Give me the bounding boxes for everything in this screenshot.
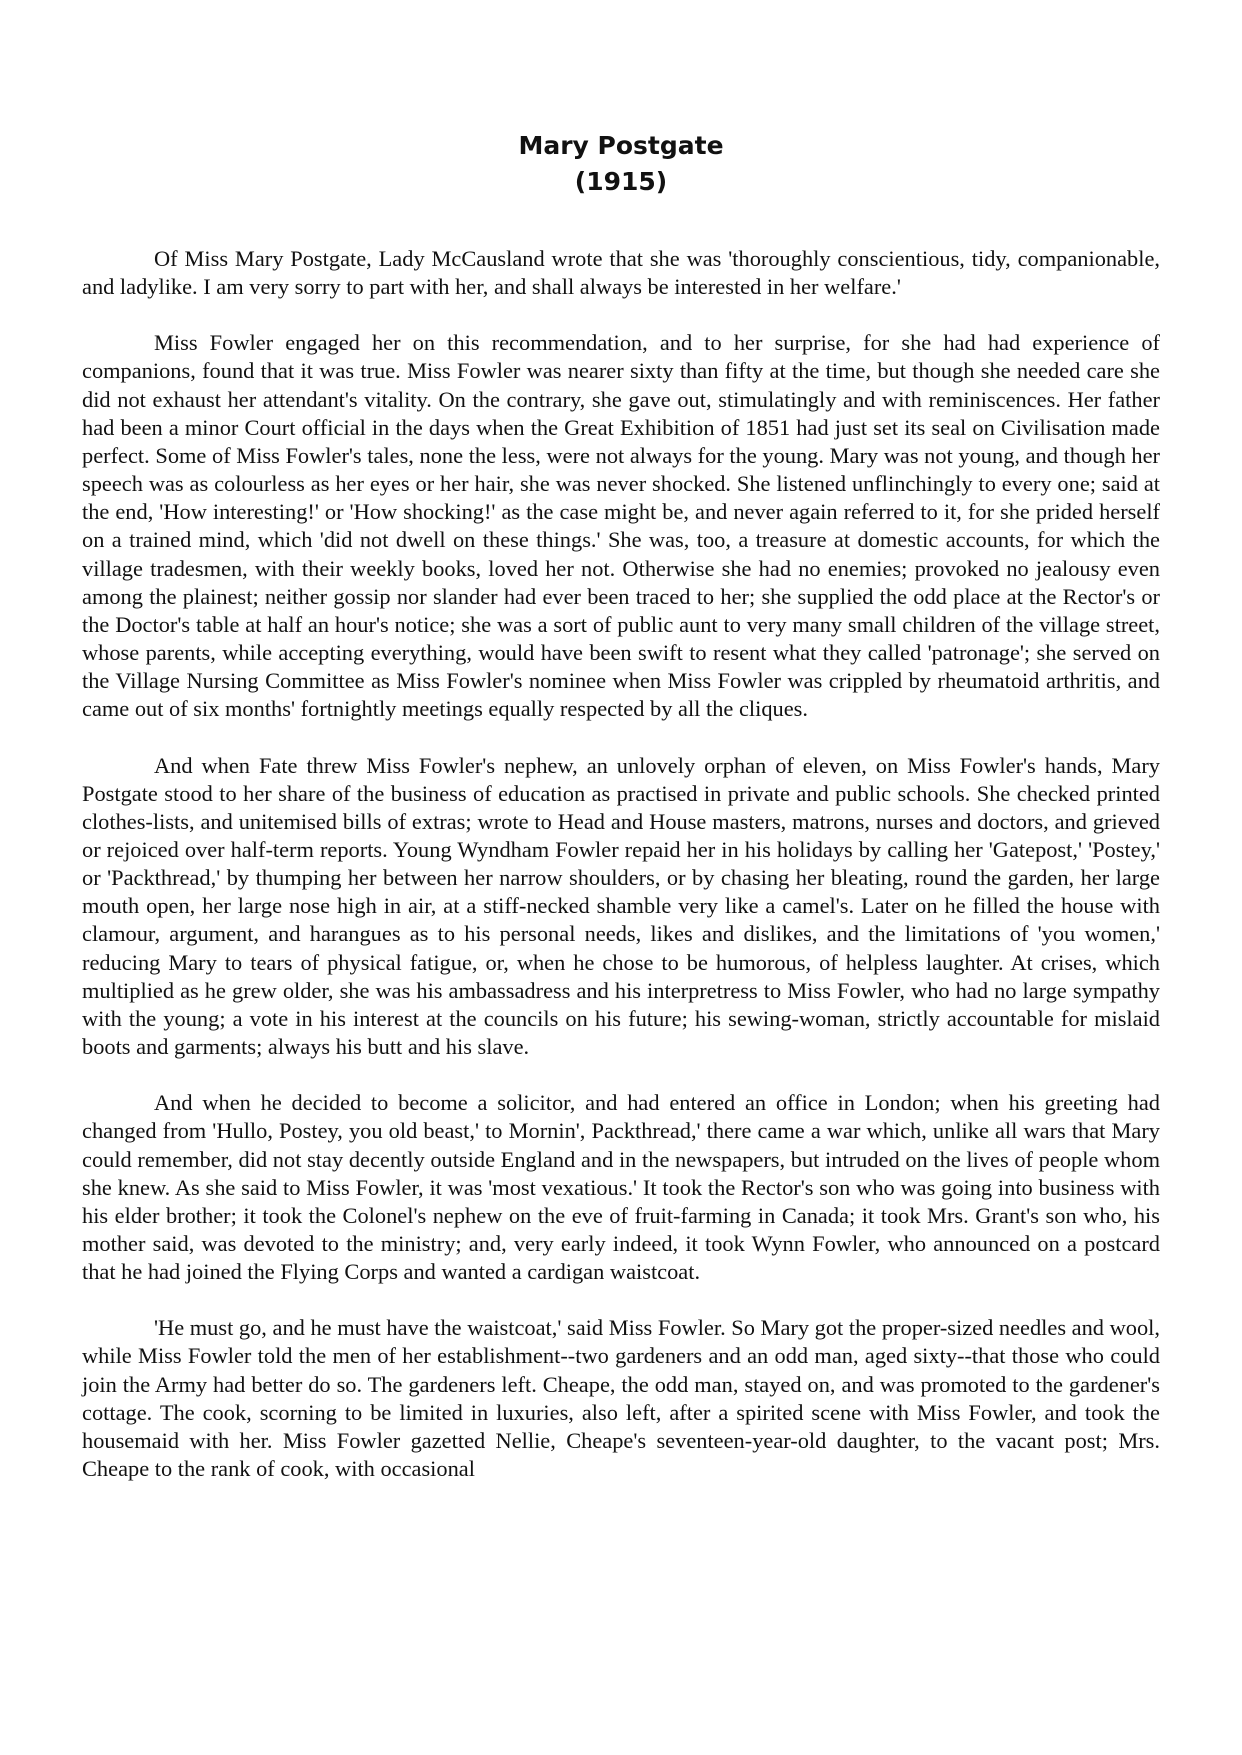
paragraph: And when Fate threw Miss Fowler's nephew, an unlovely orphan of eleven, on Miss Fowler's hands, Mary Postgate stood to her share of the business of education as practised in private and public schools. She checked printed clothes-lists, and unitemised bills of extras; wrote to Head and House masters, matrons, nurses and doctors, and grieved or rejoiced over half-term reports. Young Wyndham Fowler repaid her in his holidays by calling her 'Gatepost,' 'Postey,' or 'Packthread,' by thumping her between her narrow shoulders, or by chasing her bleating, round the garden, her large mouth open, her large nose high in air, at a stiff-necked shamble very like a camel's. Later on he filled the house with clamour, argument, and harangues as to his personal needs, likes and dislikes, and the limitations of 'you women,' reducing Mary to tears of physical fatigue, or, when he chose to be humorous, of helpless laughter. At crises, which multiplied as he grew older, she was his ambassadress and his interpretress to Miss Fowler, who had no large sympathy with the young; a vote in his interest at the councils on his future; his sewing-woman, strictly accountable for mislaid boots and garments; always his butt and his slave. <box>82 752 1160 1060</box>
paragraph: Of Miss Mary Postgate, Lady McCausland wrote that she was 'thoroughly conscientious, tidy, companionable, and ladylike. I am very sorry to part with her, and shall always be interested in her welfare.' <box>82 246 1160 300</box>
paragraph: 'He must go, and he must have the waistcoat,' said Miss Fowler. So Mary got the proper-sized needles and wool, while Miss Fowler told the men of her establishment--two gardeners and an odd man, aged sixty--that those who could join the Army had better do so. The gardeners left. Cheape, the odd man, stayed on, and was promoted to the gardener's cottage. The cook, scorning to be limited in luxuries, also left, after a spirited scene with Miss Fowler, and took the housemaid with her. Miss Fowler gazetted Nellie, Cheape's seventeen-year-old daughter, to the vacant post; Mrs. Cheape to the rank of cook, with occasional <box>82 1315 1160 1482</box>
document-page <box>82 128 1160 1511</box>
paragraph: Miss Fowler engaged her on this recommendation, and to her surprise, for she had had experience of companions, found that it was true. Miss Fowler was nearer sixty than fifty at the time, but though she needed care she did not exhaust her attendant's vitality. On the contrary, she gave out, stimulatingly and with reminiscences. Her father had been a minor Court official in the days when the Great Exhibition of 1851 had just set its seal on Civilisation made perfect. Some of Miss Fowler's tales, none the less, were not always for the young. Mary was not young, and though her speech was as colourless as her eyes or her hair, she was never shocked. She listened unflinchingly to every one; said at the end, 'How interesting!' or 'How shocking!' as the case might be, and never again referred to it, for she prided herself on a trained mind, which 'did not dwell on these things.' She was, too, a treasure at domestic accounts, for which the village tradesmen, with their weekly books, loved her not. Otherwise she had no enemies; provoked no jealousy even among the plainest; neither gossip nor slander had ever been traced to her; she supplied the odd place at the Rector's or the Doctor's table at half an hour's notice; she was a sort of public aunt to very many small children of the village street, whose parents, while accepting everything, would have been swift to resent what they called 'patronage'; she served on the Village Nursing Committee as Miss Fowler's nominee when Miss Fowler was crippled by rheumatoid arthritis, and came out of six months' fortnightly meetings equally respected by all the cliques. <box>82 330 1160 722</box>
body-text <box>82 245 1160 1483</box>
paragraph: And when he decided to become a solicitor, and had entered an office in London; when his greeting had changed from 'Hullo, Postey, you old beast,' to Mornin', Packthread,' there came a war which, unlike all wars that Mary could remember, did not stay decently outside England and in the newspapers, but intruded on the lives of people whom she knew. As she said to Miss Fowler, it was 'most vexatious.' It took the Rector's son who was going into business with his elder brother; it took the Colonel's nephew on the eve of fruit-farming in Canada; it took Mrs. Grant's son who, his mother said, was devoted to the ministry; and, very early indeed, it took Wynn Fowler, who announced on a postcard that he had joined the Flying Corps and wanted a cardigan waistcoat. <box>82 1090 1160 1285</box>
title-block <box>82 128 1160 200</box>
document-year: (1915) <box>574 167 668 196</box>
document-title: Mary Postgate <box>518 131 724 160</box>
